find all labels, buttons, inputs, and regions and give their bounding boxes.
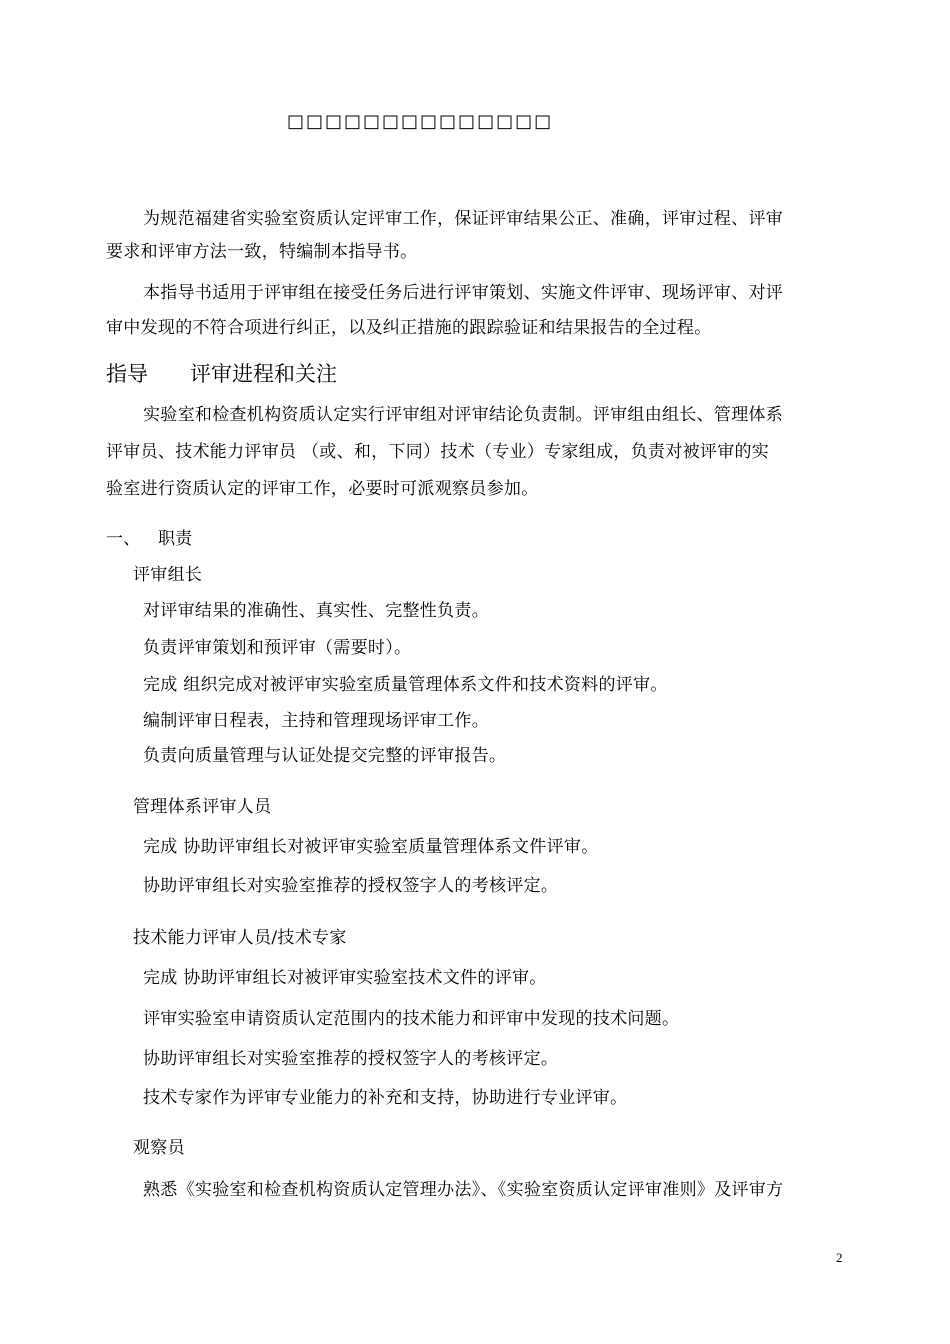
duties-heading-text: 职责 bbox=[158, 529, 193, 549]
section-heading-label: 指导 bbox=[106, 362, 148, 386]
intro-line-3: 本指导书适用于评审组在接受任务后进行评审策划、实施文件评审、现场评审、对评 bbox=[143, 283, 784, 303]
intro-line-4: 审中发现的不符合项进行纠正，以及纠正措施的跟踪验证和结果报告的全过程。 bbox=[106, 318, 712, 338]
duties-heading-number: 一、 bbox=[106, 529, 141, 549]
role-item: 负责评审策划和预评审（需要时）。 bbox=[143, 638, 412, 658]
intro-line-1: 为规范福建省实验室资质认定评审工作，保证评审结果公正、准确，评审过程、评审 bbox=[143, 209, 784, 229]
role-item: 协助评审组长对实验室推荐的授权签字人的考核评定。 bbox=[143, 876, 559, 896]
page-number: 2 bbox=[836, 1250, 843, 1265]
section-body-line-3: 验室进行资质认定的评审工作，必要时可派观察员参加。 bbox=[106, 479, 539, 499]
role-item: 完成 协助评审组长对被评审实验室质量管理体系文件评审。 bbox=[143, 837, 599, 857]
role-name-observer: 观察员 bbox=[133, 1138, 185, 1158]
role-item: 编制评审日程表，主持和管理现场评审工作。 bbox=[143, 711, 489, 731]
section-heading-text: 评审进程和关注 bbox=[190, 362, 337, 386]
document-title: □□□□□□□□□□□□□□ bbox=[287, 111, 554, 132]
section-body-line-1: 实验室和检查机构资质认定实行评审组对评审结论负责制。评审组由组长、管理体系 bbox=[143, 405, 784, 425]
role-name-technical-reviewer: 技术能力评审人员/技术专家 bbox=[133, 928, 347, 948]
role-item: 完成 协助评审组长对被评审实验室技术文件的评审。 bbox=[143, 968, 547, 988]
section-body-line-2: 评审员、技术能力评审员 （或、和，下同）技术（专业）专家组成，负责对被评审的实 bbox=[106, 442, 770, 462]
role-item: 评审实验室申请资质认定范围内的技术能力和评审中发现的技术问题。 bbox=[143, 1009, 680, 1029]
role-item: 技术专家作为评审专业能力的补充和支持，协助进行专业评审。 bbox=[143, 1088, 628, 1108]
role-item: 完成 组织完成对被评审实验室质量管理体系文件和技术资料的评审。 bbox=[143, 675, 668, 695]
role-name-management-reviewer: 管理体系评审人员 bbox=[133, 797, 272, 817]
role-item: 协助评审组长对实验室推荐的授权签字人的考核评定。 bbox=[143, 1049, 559, 1069]
role-item: 对评审结果的准确性、真实性、完整性负责。 bbox=[143, 601, 489, 621]
role-name-team-leader: 评审组长 bbox=[133, 565, 203, 585]
role-item: 熟悉《实验室和检查机构资质认定管理办法》、《实验室资质认定评审准则》及评审方 bbox=[143, 1180, 784, 1200]
intro-line-2: 要求和评审方法一致，特编制本指导书。 bbox=[106, 242, 418, 262]
role-item: 负责向质量管理与认证处提交完整的评审报告。 bbox=[143, 746, 507, 766]
